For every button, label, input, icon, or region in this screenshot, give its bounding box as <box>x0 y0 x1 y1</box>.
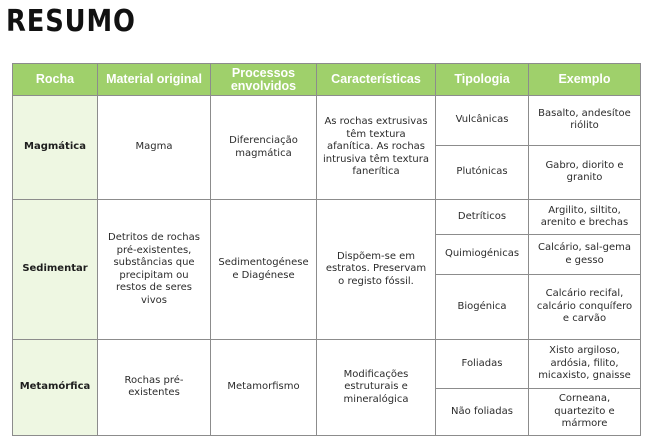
header-caracteristicas: Características <box>317 64 436 96</box>
material-cell: Rochas pré-existentes <box>98 339 211 435</box>
header-exemplo: Exemplo <box>529 64 641 96</box>
rocha-cell: Metamórfica <box>13 339 98 435</box>
tipologia-cell: Foliadas <box>436 339 529 389</box>
tipologia-cell: Biogénica <box>436 274 529 339</box>
page-title: RESUMO <box>6 4 136 39</box>
header-processos-envolvidos: Processos envolvidos <box>211 64 317 96</box>
tipologia-cell: Plutónicas <box>436 145 529 200</box>
processos-cell: Metamorfismo <box>211 339 317 435</box>
tipologia-cell: Detríticos <box>436 200 529 235</box>
header-row <box>13 64 641 96</box>
tipologia-cell: Quimiogénicas <box>436 235 529 274</box>
processos-cell: Sedimentogénese e Diagénese <box>211 200 317 339</box>
exemplo-cell: Calcário, sal-gema e gesso <box>529 235 641 274</box>
rocha-cell: Sedimentar <box>13 200 98 339</box>
exemplo-cell: Argilito, siltito, arenito e brechas <box>529 200 641 235</box>
header-material-original: Material original <box>98 64 211 96</box>
exemplo-cell: Gabro, diorito e granito <box>529 145 641 200</box>
material-cell: Detritos de rochas pré-existentes, substâncias que precipitam ou restos de seres vivos <box>98 200 211 339</box>
caracteristicas-cell: As rochas extrusivas têm textura afanítica. As rochas intrusiva têm textura fanerítica <box>317 96 436 200</box>
header-tipologia: Tipologia <box>436 64 529 96</box>
summary-table <box>12 63 641 436</box>
table-row <box>13 339 641 389</box>
header-rocha: Rocha <box>13 64 98 96</box>
table-row <box>13 200 641 235</box>
material-cell: Magma <box>98 96 211 200</box>
exemplo-cell: Xisto argiloso, ardósia, filito, micaxisto, gnaisse <box>529 339 641 389</box>
caracteristicas-cell: Dispõem-se em estratos. Preservam o registo fóssil. <box>317 200 436 339</box>
exemplo-cell: Corneana, quartezito e mármore <box>529 389 641 436</box>
tipologia-cell: Vulcânicas <box>436 96 529 146</box>
table-row <box>13 96 641 146</box>
processos-cell: Diferenciação magmática <box>211 96 317 200</box>
exemplo-cell: Calcário recifal, calcário conquífero e carvão <box>529 274 641 339</box>
rocha-cell: Magmática <box>13 96 98 200</box>
exemplo-cell: Basalto, andesítoe riólito <box>529 96 641 146</box>
caracteristicas-cell: Modificações estruturais e mineralógica <box>317 339 436 435</box>
tipologia-cell: Não foliadas <box>436 389 529 436</box>
